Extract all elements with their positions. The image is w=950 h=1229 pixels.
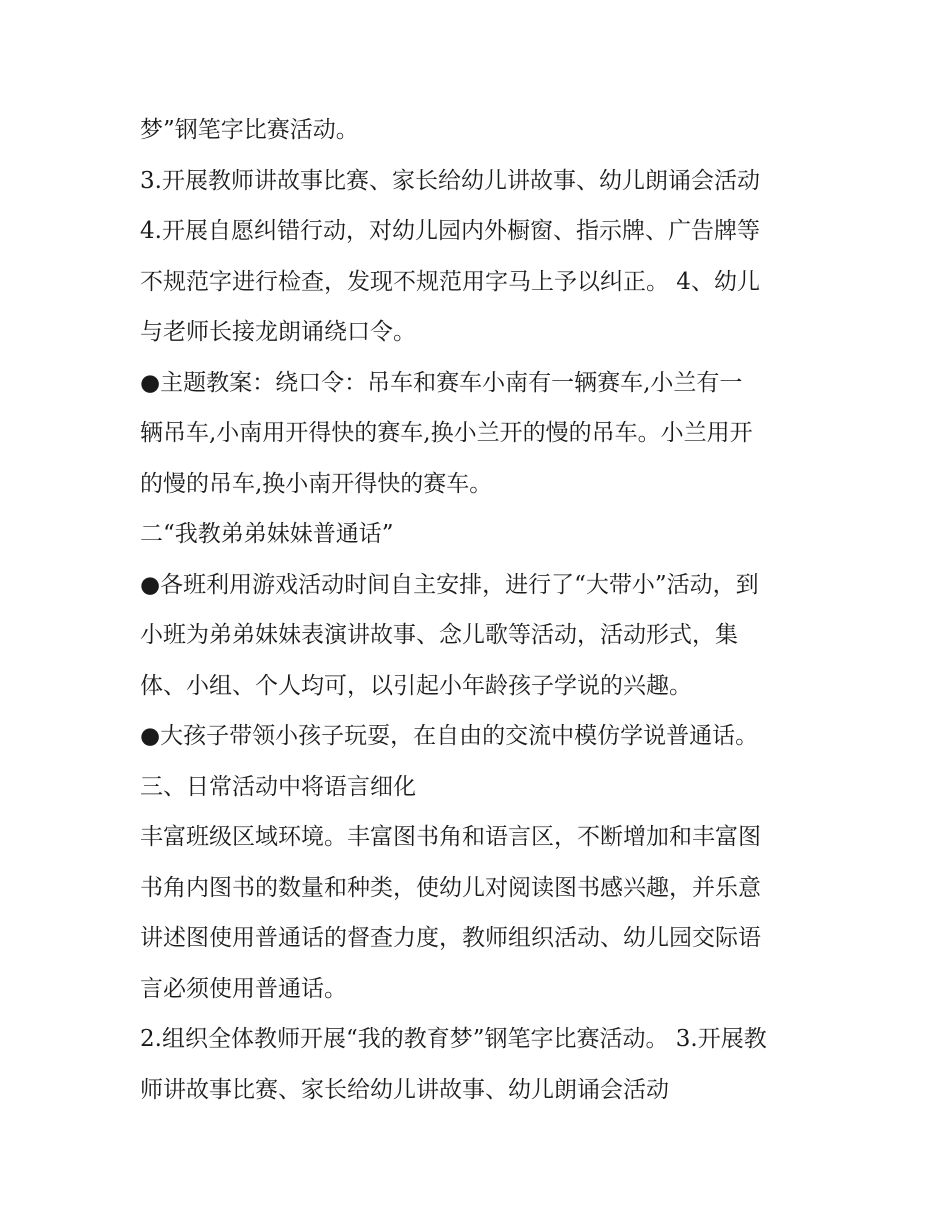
text-line-13: ●大孩子带领小孩子玩耍，在自由的交流中模仿学说普通话。 <box>140 723 759 749</box>
text-line-18: 言必须使用普通话。 <box>140 975 347 1002</box>
text-line-16: 书角内图书的数量和种类，使幼儿对阅读图书感兴趣，并乐意 <box>140 874 761 901</box>
document-body <box>140 105 820 1115</box>
text-line-20: 师讲故事比赛、家长给幼儿讲故事、幼儿朗诵会活动 <box>140 1076 669 1103</box>
text-line-12: 体、小组、个人均可，以引起小年龄孩子学说的兴趣。 <box>140 672 692 699</box>
text-line-8: 的慢的吊车,换小南开得快的赛车。 <box>140 470 493 497</box>
text-line-1: 梦”钢笔字比赛活动。 <box>140 117 359 143</box>
text-line-2: 3.开展教师讲故事比赛、家长给幼儿讲故事、幼儿朗诵会活动 <box>140 167 760 194</box>
text-line-15: 丰富班级区域环境。丰富图书角和语言区，不断增加和丰富图 <box>140 824 761 850</box>
text-line-5: 与老师长接龙朗诵绕口令。 <box>140 319 416 345</box>
text-line-4: 不规范字进行检查，发现不规范用字马上予以纠正。 4、幼儿 <box>140 268 760 295</box>
text-line-19: 2.组织全体教师开展“我的教育梦”钢笔字比赛活动。 3.开展教 <box>140 1026 767 1052</box>
text-line-17: 讲述图使用普通话的督查力度，教师组织活动、幼儿园交际语 <box>140 925 761 951</box>
text-line-10: ●各班利用游戏活动时间自主安排，进行了“大带小”活动，到 <box>140 571 759 598</box>
text-line-7: 辆吊车,小南用开得快的赛车,换小兰开的慢的吊车。小兰用开 <box>140 420 753 446</box>
section-heading-2: 二“我教弟弟妹妹普通话” <box>140 521 394 547</box>
text-line-6: ●主题教案：绕口令：吊车和赛车小南有一辆赛车,小兰有一 <box>140 369 743 396</box>
text-line-11: 小班为弟弟妹妹表演讲故事、念儿歌等活动，活动形式，集 <box>140 622 738 648</box>
section-heading-3: 三、日常活动中将语言细化 <box>140 773 416 800</box>
text-line-3: 4.开展自愿纠错行动，对幼儿园内外橱窗、指示牌、广告牌等 <box>140 218 760 244</box>
